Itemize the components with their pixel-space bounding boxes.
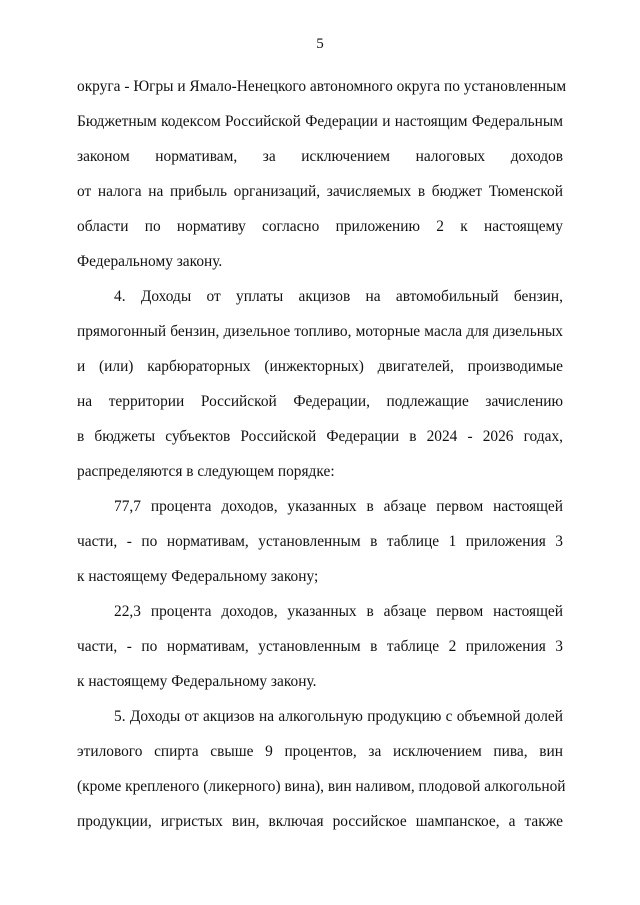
- text-line: продукции, игристых вин, включая российское шампанское, а также: [77, 813, 563, 830]
- text-line: Федеральному закону.: [77, 253, 223, 270]
- text-line: Бюджетным кодексом Российской Федерации и настоящим Федеральным: [77, 113, 563, 130]
- text-line: к настоящему Федеральному закону.: [77, 673, 317, 690]
- text-line: к настоящему Федеральному закону;: [77, 568, 319, 585]
- text-line: от налога на прибыль организаций, зачисляемых в бюджет Тюменской: [77, 183, 563, 200]
- text-line: (кроме крепленого (ликерного) вина), вин наливом, плодовой алкогольной: [77, 778, 566, 795]
- text-line: на территории Российской Федерации, подлежащие зачислению: [77, 393, 563, 410]
- text-line: распределяются в следующем порядке:: [77, 463, 335, 480]
- page-number: 5: [316, 36, 324, 52]
- text-line: области по нормативу согласно приложению 2 к настоящему: [77, 218, 563, 235]
- paragraph-4-start: 4. Доходы от уплаты акцизов на автомобильный бензин,: [114, 288, 563, 305]
- text-line: части, - по нормативам, установленным в таблице 2 приложения 3: [77, 638, 563, 655]
- text-line: прямогонный бензин, дизельное топливо, моторные масла для дизельных: [77, 323, 563, 340]
- paragraph-5-start: 5. Доходы от акцизов на алкогольную продукцию с объемной долей: [114, 708, 563, 725]
- text-line: части, - по нормативам, установленным в таблице 1 приложения 3: [77, 533, 563, 550]
- text-line: и (или) карбюраторных (инжекторных) двигателей, производимые: [77, 358, 563, 375]
- text-line: в бюджеты субъектов Российской Федерации в 2024 - 2026 годах,: [77, 428, 563, 445]
- text-line: законом нормативам, за исключением налоговых доходов: [77, 148, 563, 165]
- paragraph-22-start: 22,3 процента доходов, указанных в абзаце первом настоящей: [114, 603, 563, 620]
- text-line: этилового спирта свыше 9 процентов, за исключением пива, вин: [77, 743, 563, 760]
- text-line: округа - Югры и Ямало-Ненецкого автономного округа по установленным: [77, 78, 567, 95]
- paragraph-77-start: 77,7 процента доходов, указанных в абзаце первом настоящей: [114, 498, 563, 515]
